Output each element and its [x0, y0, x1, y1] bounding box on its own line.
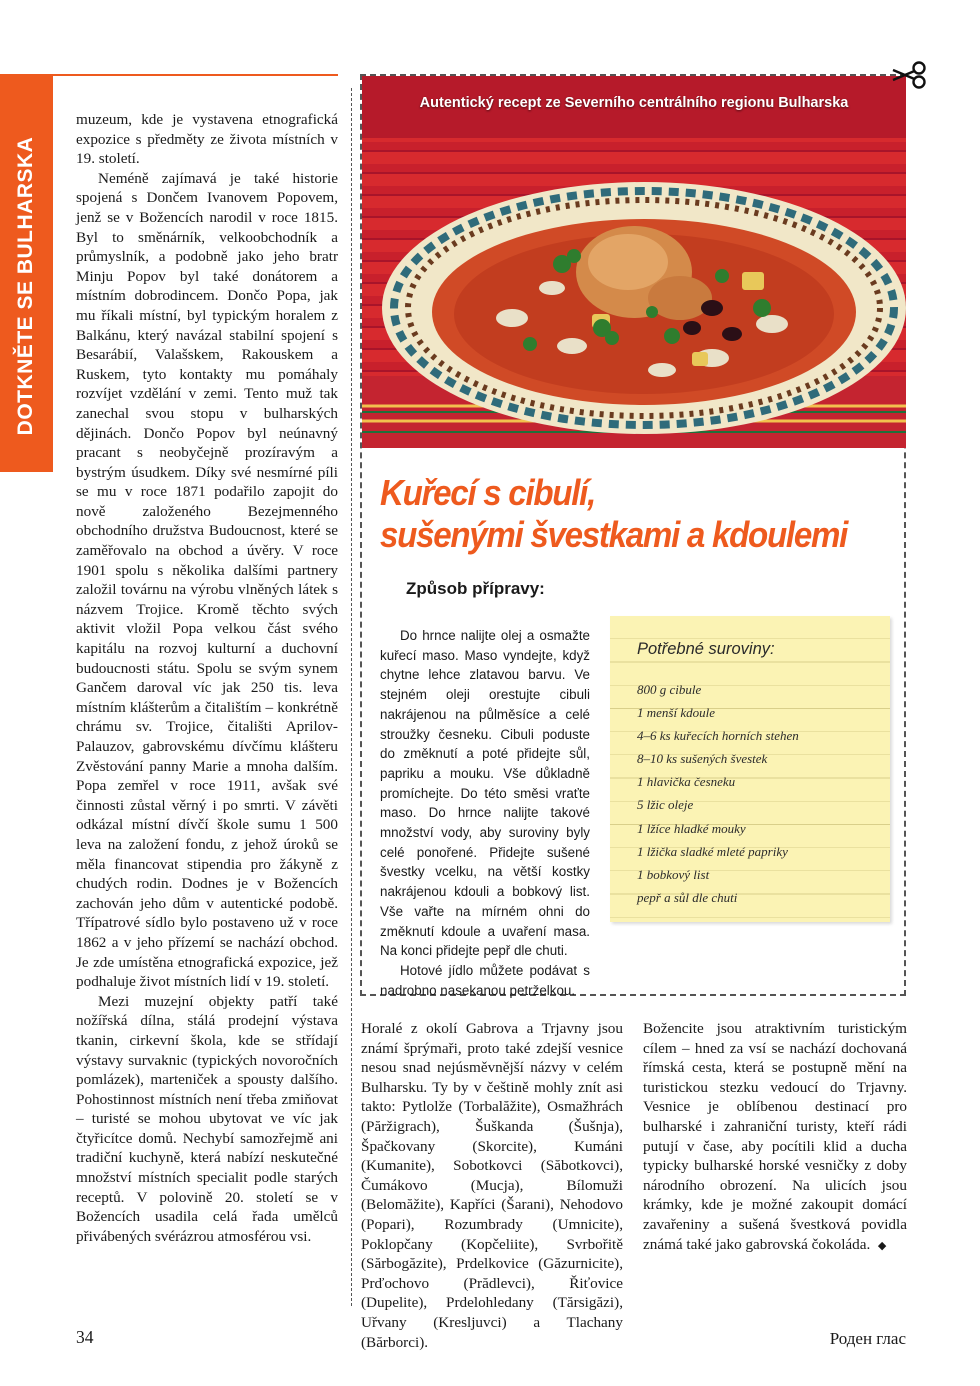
- ingredient-item: 8–10 ks sušených švestek: [637, 751, 768, 767]
- left-paragraph-1: muzeum, kde je vystavena etnografická expozice s předměty ze života místních v 19. století.: [76, 111, 338, 168]
- top-accent-rule: [53, 74, 338, 76]
- prep-paragraph-1: Do hrnce nalijte olej a osmažte kuřecí maso. Maso vyndejte, když chytne lehce zlatavou barvu. Ve stejném oleji orestujte cibuli nakrájenou na půlměsíce a celé stroužky česneku. Cibuli poduste do změknutí a poté přidejte sůl, papriku a mouku. Vše důkladně promíchejte. Do této směsi vraťte maso. Do hrnce nalijte takové množství vody, aby suroviny byly celé ponořené. Přidejte sušené švestky vcelku, na větší kostky nakrájenou kdouli a bobkový list. Vše vařte na mírném ohni do změknutí kdoule a uvaření masa. Na konci přidejte pepř dle chuti.: [380, 628, 590, 959]
- ingredients-notepad: [610, 616, 890, 922]
- right-paragraph-text: Božencite jsou atraktivním turistickým cílem – hned za vsí se nachází dochovaná římská cesta, která se postupně mění na turistickou stezku vedoucí do Trjavny. Vesnice je oblíbenou destinací pro bulharské i zahraniční turisty, kteří rádi putují v čase, aby pocítili klid a ducha typicky bulharské horské vesničky z doby národního obrození. Na ulicích jsou krámky, kde je možné zakoupit domácí zavařeniny a sušená švestková povidla známá také jako gabrovská čokoláda.: [643, 1020, 907, 1253]
- left-paragraph-3: Mezi muzejní objekty patří také nožířská dílna, stálá prodejní výstava tkanin, cirkevní škola, kde se střídají výstavy survaknic (typických novoročních pomlázek), marteniček a spousty dalšího. Pohostinnost místních není třeba zmiňovat – turisté se mohou ubytovat ve víc jak čtyřicítce domů. Nechybí samozřejmě ani tradiční kuchyně, která nabízí neskutečné množství místních specialit podle starých receptů. V polovině 20. století se v Božencích usadila celá řada umělců přivábených svérázrou atmosférou vsi.: [76, 992, 338, 1245]
- ingredient-item: 1 hlavička česneku: [637, 774, 736, 790]
- ingredient-item: 1 lžička sladké mleté papriky: [637, 843, 788, 859]
- magazine-name: Роден глас: [829, 1329, 906, 1348]
- prep-paragraph-2: Hotové jídlo můžete podávat s nadrobno nasekanou petrželkou.: [380, 962, 590, 998]
- prep-heading: Způsob přípravy:: [406, 579, 545, 598]
- ingredient-item: 1 menší kdoule: [637, 705, 715, 721]
- recipe-photo-caption: Autentický recept ze Severního centrálního regionu Bulharska: [419, 95, 849, 111]
- ingredients-title: Potřebné suroviny:: [637, 640, 775, 658]
- scissors-icon: [891, 60, 929, 90]
- right-column: [643, 1019, 907, 1299]
- section-tab-label: DOTKNĚTE SE BULHARSKA: [14, 136, 37, 436]
- recipe-box: [360, 74, 906, 996]
- column-divider: [351, 88, 352, 1306]
- recipe-title: [380, 472, 858, 556]
- recipe-title-line-1: Kuřecí s cibulí,: [380, 472, 595, 513]
- page-number: 34: [76, 1327, 94, 1347]
- ingredients-list: [637, 678, 799, 909]
- right-paragraph: [643, 1019, 907, 1256]
- left-paragraph-2: Neméně zajímavá je také historie spojená s Dončem Ivanovem Popovem, jenž se v Božencích narodil v roce 1815. Byl to směnárník, velkoobchodník a průmyslník, a podobně jako jeho bratr Minju Popov byl také donátorem a místním dobrodincem. Dončo Popa, jak mu říkali místní, byl typickým horalem z Balkánu, který navázal stabilní spojení s Besarábií, Valašskem, Rakouskem a Ruskem, tyto kontakty mu pomáhaly rozvíjet vzdělání v zemi. Tento muž tak zanechal svou stopu v bulharských dějinách. Dončo Popov byl neúnavný pracant s neobyčejně prozíravým a bystrým úsudkem. Díky své nesmírné píli se mu v roce 1871 podařilo zapojit do nově založeného Bezejmenného obchodního družstva Budoucnost, které se zaměřovalo na obchod a úvěry. V roce 1901 spolu s několika dalšími partnery založil továrnu na výrobu vlněných látek s názvem Trojice. Kromě těchto svých aktivit vložil Popa velkou část svého kapitálu na rozvoj kulturní a duchovní budoucnosti státu. Spolu se svým synem Gančem daroval víc jak 250 tis. leva místním klášterům a čitalištím – konkrétně chrámu sv. Trojice, čitališti Aprilov-Palauzov, gabrovskému dívčímu klášteru Zvěstování panny Marie a mnoha dalším. Popa zemřel v roce 1911, avšak své činnosti zůstal věrný i po smrti. V závěti odkázal místní dívčí škole sumu 1 500 leva na založení fondu, z jehož úroků se měla financovat stipendia pro žákyně z chudých rodin. Dodnes je v Božencích zachován jeho dům v autentické podobě. Třípatrové sídlo bylo postaveno už v roce 1862 a v jeho přízemí se nachází obchod. Je zde umístěna etnografická expozice, jež podhaluje život místních lidí v 19. století.: [76, 169, 338, 991]
- ingredient-item: 4–6 ks kuřecích horních stehen: [637, 728, 799, 744]
- ingredient-item: 1 bobkový list: [637, 866, 710, 882]
- middle-column: [361, 1019, 623, 1351]
- ingredient-item: 5 lžic oleje: [637, 797, 694, 813]
- ingredient-item: pepř a sůl dle chuti: [637, 889, 738, 905]
- ingredient-item: 800 g cibule: [637, 682, 702, 697]
- middle-paragraph: Horalé z okolí Gabrova a Trjavny jsou známí šprýmaři, proto také zdejší vesnice nesou snad nejúsměvnější názvy v celém Bulharsku. Ty by v češtině mohly znít asi takto: Pytlolže (Torbalăžite), Osmažhrách (Păržigrach), Šuškanda (Šušnja), Špačkovany (Skorcite), Kumáni (Kumanite), Sobotkovci (Săbotkovci), Čumákovo (Mucja), Bílomuži (Belomăžite), Kapříci (Šarani), Nehodovo (Popari), Rozumbrady (Umnicite), Poklopčany (Kopčeliite), Svrbořitě (Sărbogăzite), Prdelkovice (Găzurnicite), Prďochovo (Prădlevci), Řiťovice (Dupelite), Prdelohledany (Tărsigăzi), Uřvany (Kresljuvci) a Tlachany (Bărborci).: [361, 1020, 623, 1351]
- recipe-photo: [362, 76, 906, 448]
- end-diamond-icon: ◆: [877, 1239, 887, 1252]
- dish-illustration: [362, 76, 906, 448]
- ingredient-item: 1 lžíce hladké mouky: [637, 820, 746, 836]
- section-tab: [0, 74, 53, 472]
- recipe-title-line-2: sušenými švestkami a kdoulemi: [380, 514, 848, 555]
- left-column: [76, 110, 338, 1300]
